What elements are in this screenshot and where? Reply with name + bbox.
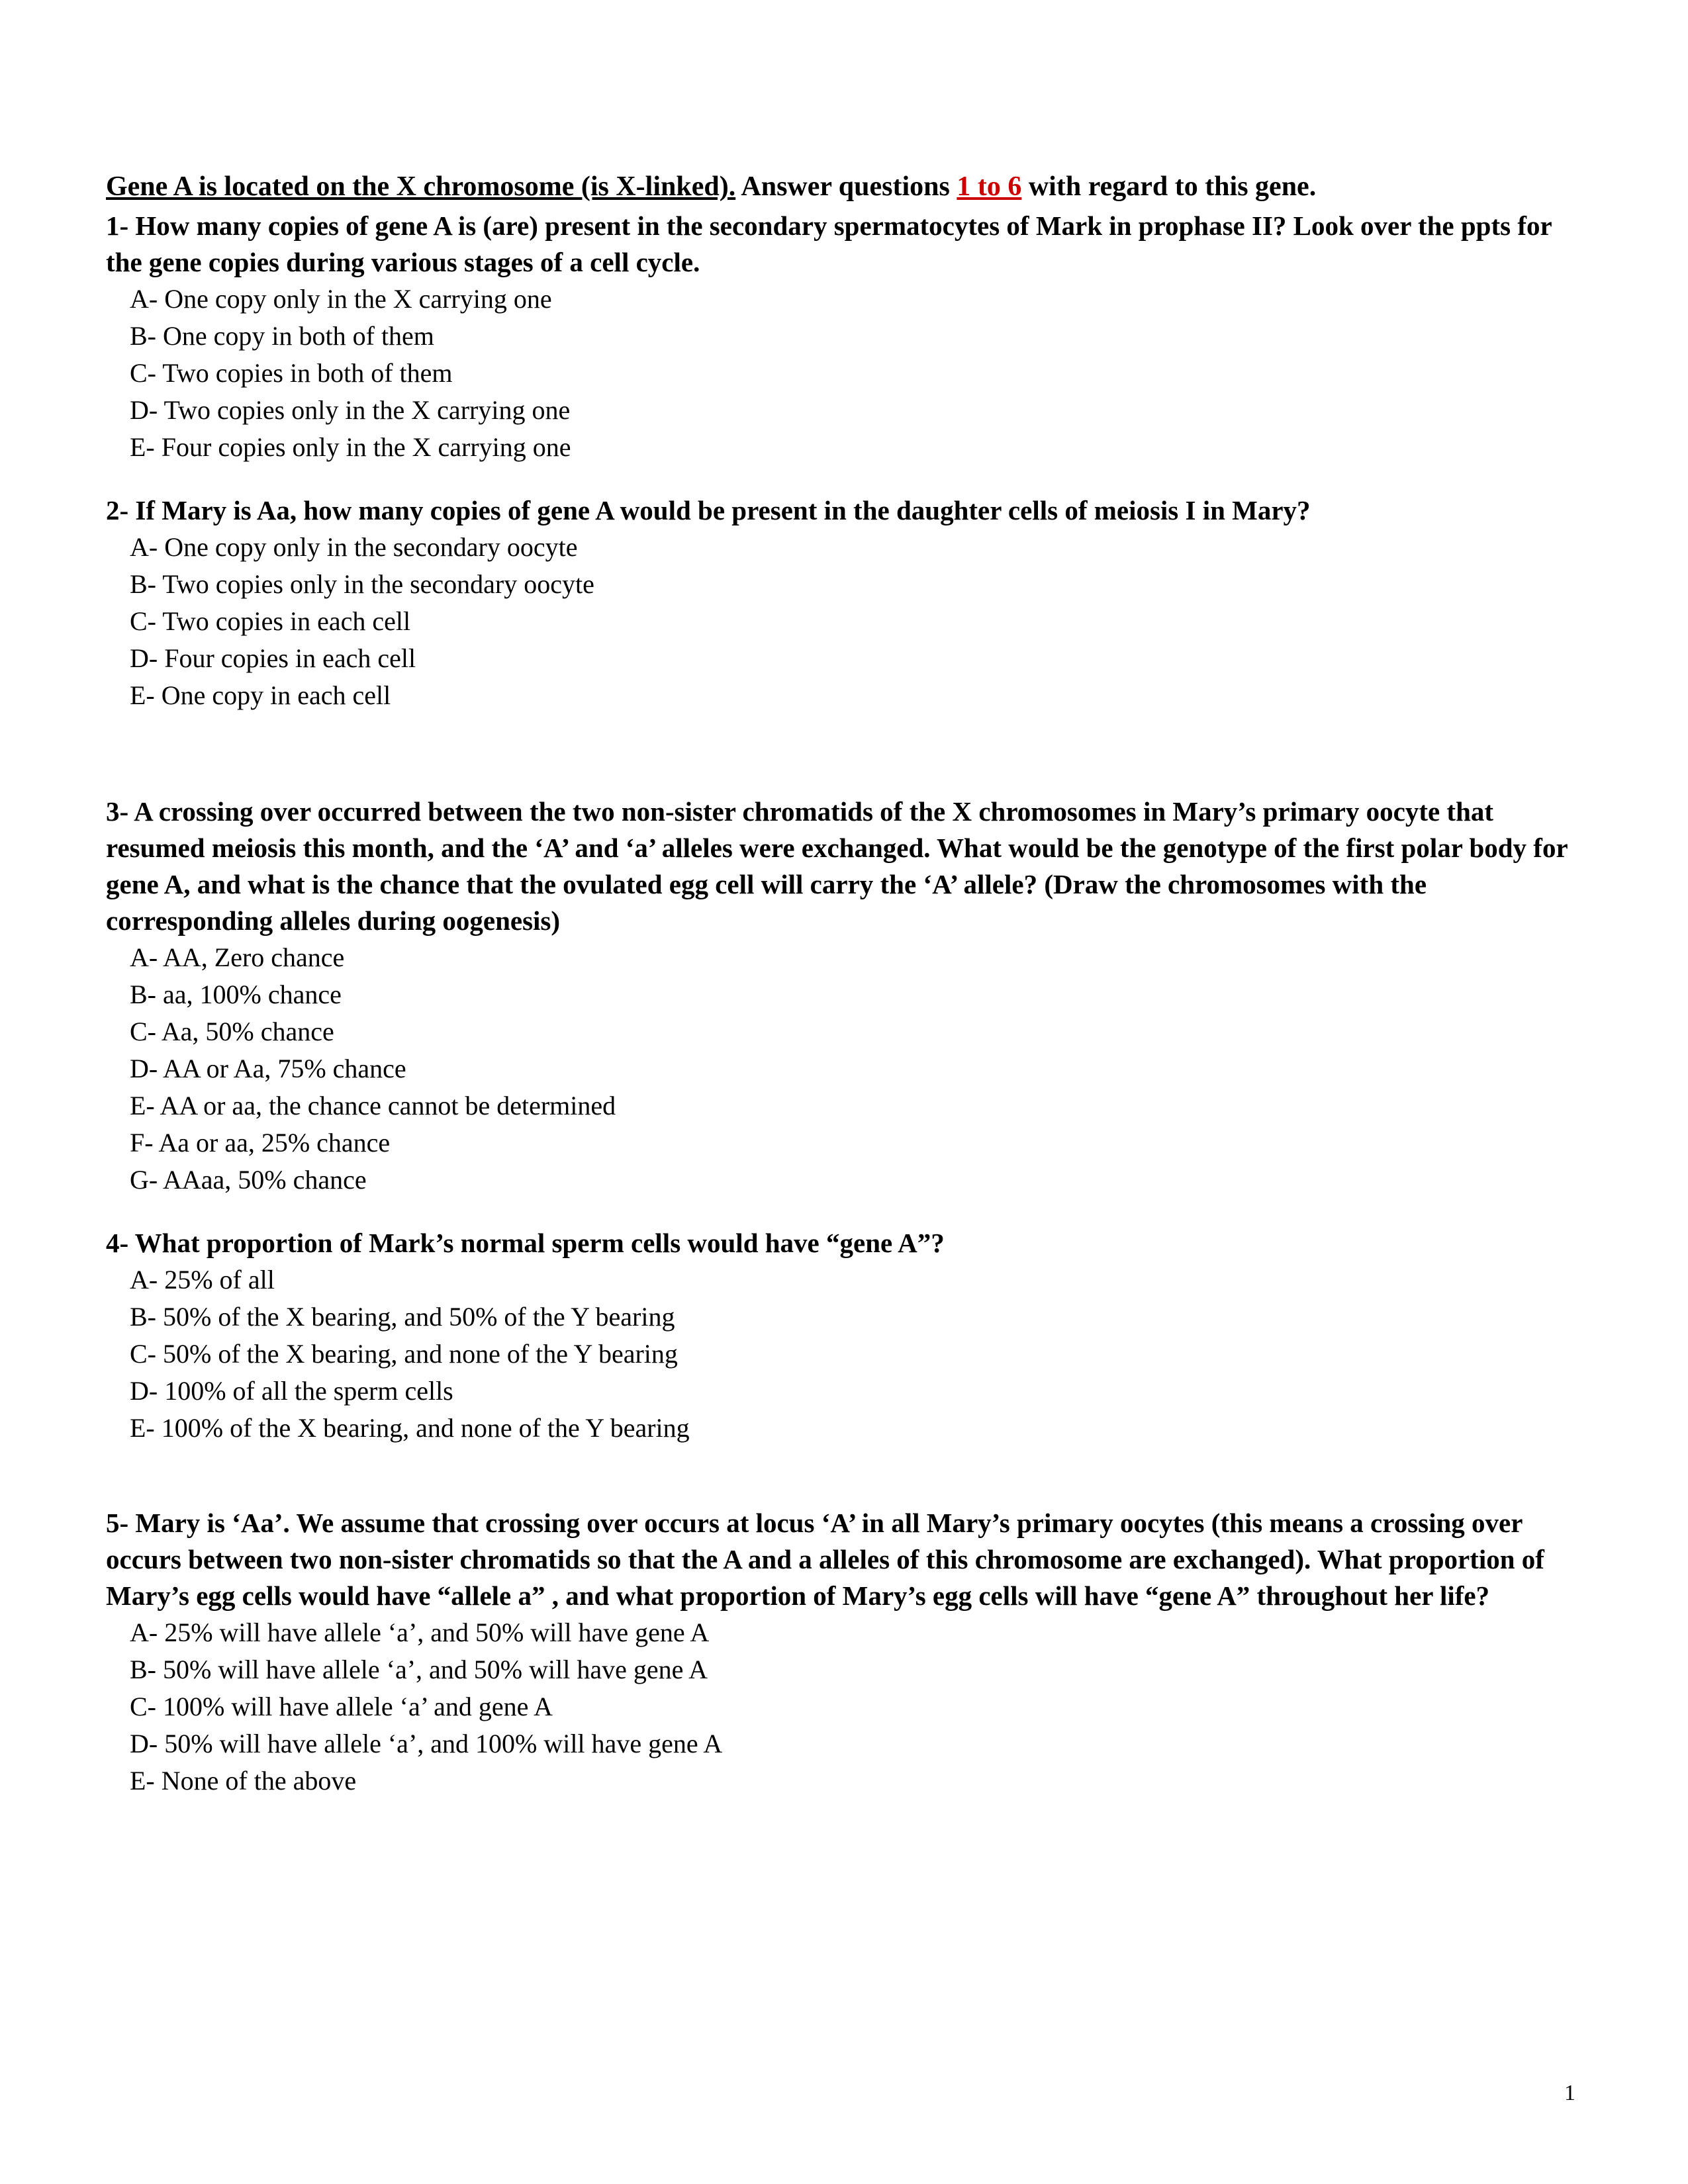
heading-question-range: 1 to 6 <box>957 171 1022 202</box>
question-4-text: 4- What proportion of Mark’s normal sperm cells would have “gene A”? <box>106 1228 945 1258</box>
choice-item[interactable]: A- AA, Zero chance <box>130 942 345 972</box>
choice-item[interactable]: D- 100% of all the sperm cells <box>130 1375 453 1406</box>
choice-item[interactable]: A- 25% of all <box>130 1264 275 1295</box>
choice-item[interactable]: D- Two copies only in the X carrying one <box>130 395 571 426</box>
question-2-choices <box>106 529 1579 714</box>
spacer <box>106 466 1579 492</box>
choice-item[interactable]: C- 50% of the X bearing, and none of the Y bearing <box>130 1338 678 1369</box>
choice-item[interactable]: C- Two copies in each cell <box>130 606 411 637</box>
choice-item[interactable]: D- Four copies in each cell <box>130 643 416 674</box>
choice-item[interactable]: C- Two copies in both of them <box>130 358 453 388</box>
choice-item[interactable]: B- One copy in both of them <box>130 321 434 351</box>
question-2-text: 2- If Mary is Aa, how many copies of gene A would be present in the daughter cells of meiosis I in Mary? <box>106 495 1311 526</box>
spacer <box>106 714 1579 794</box>
choice-item[interactable]: E- Four copies only in the X carrying one <box>130 432 571 463</box>
choice-item[interactable]: B- Two copies only in the secondary oocyte <box>130 569 594 600</box>
choice-item[interactable]: D- 50% will have allele ‘a’, and 100% will have gene A <box>130 1728 723 1758</box>
question-4-choices <box>106 1261 1579 1447</box>
choice-item[interactable]: E- None of the above <box>130 1765 357 1796</box>
choice-item[interactable]: D- AA or Aa, 75% chance <box>130 1054 406 1083</box>
question-1-text: 1- How many copies of gene A is (are) present in the secondary spermatocytes of Mark in prophase II? Look over the ppts for the gene copies during various stages of a cell cycle. <box>106 210 1552 278</box>
question-3-text: 3- A crossing over occurred between the two non-sister chromatids of the X chromosomes in Mary’s primary oocyte that resumed meiosis this month, and the ‘A’ and ‘a’ alleles were exchanged. What would be the genotype of the first polar body for gene A, and what is the chance that the ovulated egg cell will carry the ‘A’ allele? (Draw the chromosomes with the corresponding alleles during oogenesis) <box>106 796 1568 936</box>
choice-item[interactable]: B- 50% of the X bearing, and 50% of the Y bearing <box>130 1301 675 1332</box>
document-body <box>106 169 1579 1799</box>
choice-item[interactable]: G- AAaa, 50% chance <box>130 1165 367 1195</box>
question-5-text: 5- Mary is ‘Aa’. We assume that crossing over occurs at locus ‘A’ in all Mary’s primary oocytes (this means a crossing over occurs between two non-sister chromatids so that the A and a alleles of this chromosome are exchanged). What proportion of Mary’s egg cells would have “allele a” , and what proportion of Mary’s egg cells will have “gene A” throughout her life? <box>106 1507 1544 1611</box>
choice-item[interactable]: A- One copy only in the secondary oocyte <box>130 532 578 563</box>
heading-after-text: Answer questions <box>735 171 957 202</box>
question-3-choices <box>106 939 1579 1199</box>
choice-item[interactable]: E- AA or aa, the chance cannot be determined <box>130 1091 616 1120</box>
choice-item[interactable]: B- 50% will have allele ‘a’, and 50% will have gene A <box>130 1654 708 1684</box>
page-number: 1 <box>1564 2081 1575 2105</box>
choice-item[interactable]: C- Aa, 50% chance <box>130 1017 334 1046</box>
spacer <box>106 1199 1579 1225</box>
choice-item[interactable]: E- 100% of the X bearing, and none of the Y bearing <box>130 1412 690 1443</box>
choice-item[interactable]: A- 25% will have allele ‘a’, and 50% will have gene A <box>130 1617 710 1647</box>
question-5-choices <box>106 1614 1579 1799</box>
heading-underlined-text: Gene A is located on the X chromosome (is X-linked). <box>106 171 736 202</box>
spacer <box>106 1447 1579 1505</box>
choice-item[interactable]: A- One copy only in the X carrying one <box>130 284 552 314</box>
choice-item[interactable]: E- One copy in each cell <box>130 680 391 711</box>
choice-item[interactable]: B- aa, 100% chance <box>130 979 342 1009</box>
document-heading <box>106 169 1579 205</box>
question-1-choices <box>106 281 1579 466</box>
choice-item[interactable]: C- 100% will have allele ‘a’ and gene A <box>130 1691 553 1721</box>
choice-item[interactable]: F- Aa or aa, 25% chance <box>130 1128 391 1158</box>
heading-tail-text: with regard to this gene. <box>1021 171 1317 202</box>
